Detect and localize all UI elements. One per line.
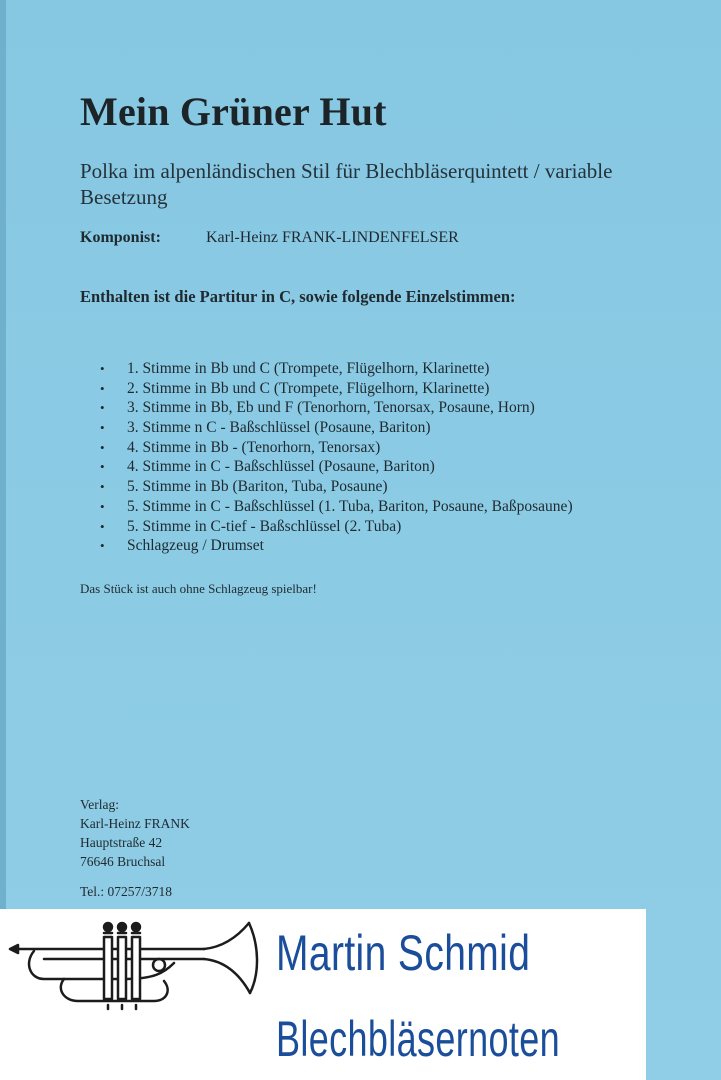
bullet-icon: • (100, 380, 105, 396)
publisher-name: Karl-Heinz FRANK (80, 816, 190, 831)
page-title: Mein Grüner Hut (80, 89, 387, 134)
list-item (100, 536, 573, 556)
publisher-street: Hauptstraße 42 (80, 835, 163, 850)
composer-name: Karl-Heinz FRANK-LINDENFELSER (206, 229, 459, 246)
bullet-icon: • (100, 479, 105, 495)
bullet-icon: • (100, 518, 105, 534)
bullet-icon: • (100, 420, 105, 436)
trumpet-icon (4, 915, 272, 1015)
contents-heading: Enthalten ist die Partitur in C, sowie folgende Einzelstimmen: (80, 287, 516, 306)
bullet-icon: • (100, 538, 105, 554)
part-label: 1. Stimme in Bb und C (Trompete, Flügelhorn, Klarinette) (127, 360, 490, 377)
banner-subtitle-line: Blechbläsernoten (276, 1011, 560, 1067)
list-item (100, 477, 573, 497)
list-item (100, 517, 573, 537)
banner-name-line: Martin Schmid (276, 925, 531, 981)
bullet-icon: • (100, 459, 105, 475)
drums-note: Das Stück ist auch ohne Schlagzeug spielbar! (80, 581, 317, 596)
list-item (100, 457, 573, 477)
list-item (100, 379, 573, 399)
part-label: Schlagzeug / Drumset (127, 537, 264, 555)
list-item (100, 438, 573, 458)
part-label: 5. Stimme in C - Baßschlüssel (1. Tuba, Bariton, Posaune, Baßposaune) (127, 497, 573, 515)
subtitle: Polka im alpenländischen Stil für Blechbläserquintett / variable Besetzung (80, 159, 613, 209)
list-item (100, 359, 573, 379)
bullet-icon: • (100, 439, 105, 455)
part-label: 3. Stimme n C - Baßschlüssel (Posaune, Bariton) (127, 419, 431, 437)
bullet-icon: • (100, 498, 105, 514)
part-label: 5. Stimme in C-tief - Baßschlüssel (2. Tuba) (127, 517, 402, 535)
list-item (100, 497, 573, 517)
composer-line (80, 229, 459, 247)
part-label: 5. Stimme in Bb (Bariton, Tuba, Posaune) (127, 478, 388, 496)
part-label: 2. Stimme in Bb und C (Trompete, Flügelhorn, Klarinette) (127, 379, 490, 397)
part-label: 3. Stimme in Bb, Eb und F (Tenorhorn, Tenorsax, Posaune, Horn) (127, 399, 535, 417)
publisher-label: Verlag: (80, 797, 119, 812)
composer-label: Komponist: (80, 229, 161, 246)
publisher-address (80, 795, 190, 871)
part-label: 4. Stimme in C - Baßschlüssel (Posaune, Bariton) (127, 458, 435, 476)
list-item (100, 398, 573, 418)
part-label: 4. Stimme in Bb - (Tenorhorn, Tenorsax) (127, 438, 381, 456)
publisher-phone: Tel.: 07257/3718 (80, 884, 173, 899)
bullet-icon: • (100, 400, 105, 416)
list-item (100, 418, 573, 438)
parts-list (100, 359, 573, 556)
bullet-icon: • (100, 361, 105, 376)
publisher-city: 76646 Bruchsal (80, 854, 166, 869)
